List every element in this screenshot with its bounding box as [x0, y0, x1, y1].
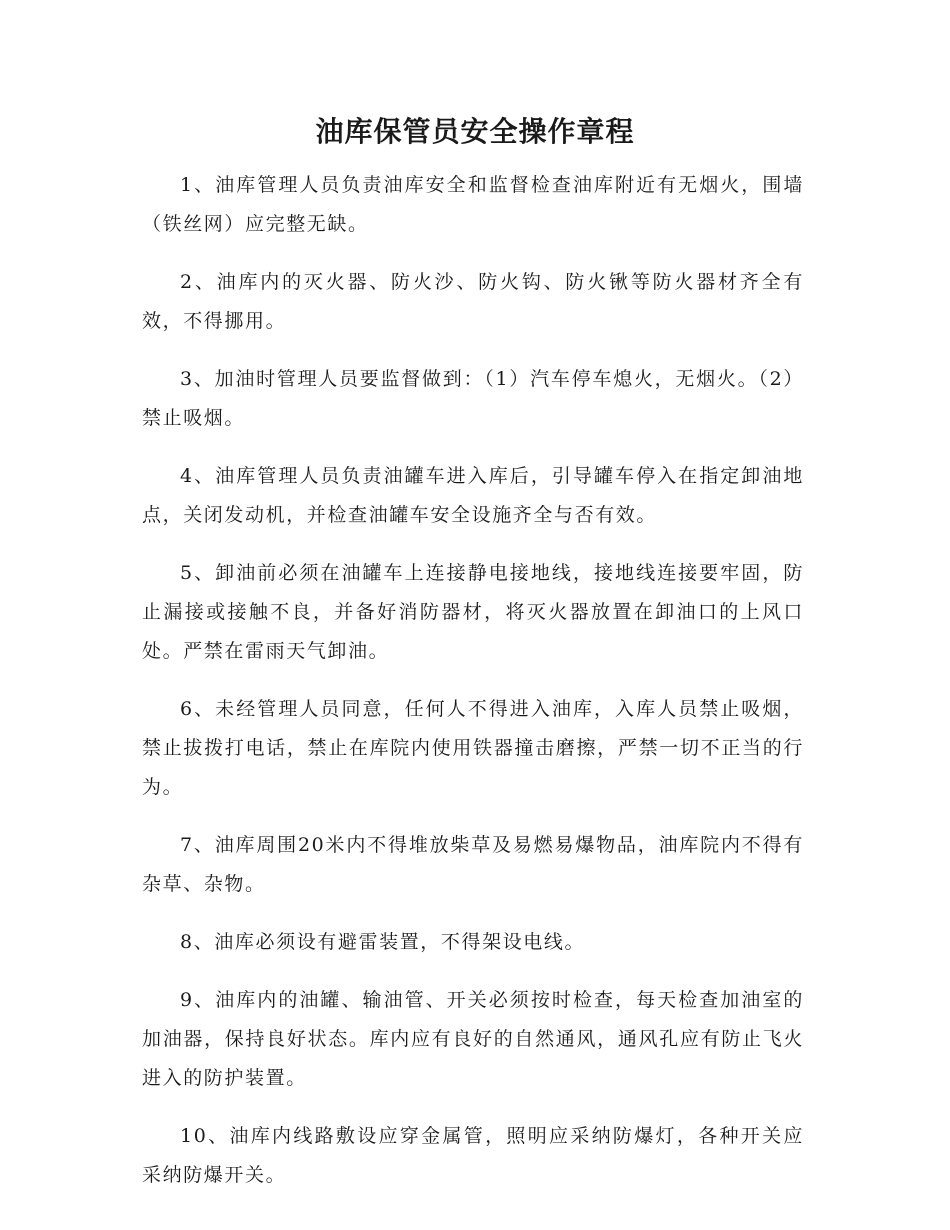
document-title: 油库保管员安全操作章程 — [315, 115, 635, 148]
rule-paragraph-1: 1、油库管理人员负责油库安全和监督检查油库附近有无烟火，围墙（铁丝网）应完整无缺。 — [142, 174, 804, 235]
rule-paragraph-8: 8、油库必须设有避雷装置，不得架设电线。 — [180, 931, 586, 953]
rule-paragraph-6: 6、未经管理人员同意，任何人不得进入油库，入库人员禁止吸烟，禁止拔拨打电话，禁止在库院内使用铁器撞击磨擦，严禁一切不正当的行为。 — [142, 698, 804, 798]
rule-paragraph-10: 10、油库内线路敷设应穿金属管，照明应采纳防爆灯，各种开关应采纳防爆开关。 — [142, 1125, 804, 1186]
document-body — [142, 166, 804, 1214]
rule-paragraph-3: 3、加油时管理人员要监督做到：（1）汽车停车熄火，无烟火。（2）禁止吸烟。 — [142, 368, 804, 429]
rule-paragraph-5: 5、卸油前必须在油罐车上连接静电接地线，接地线连接要牢固，防止漏接或接触不良，并备好消防器材，将灭火器放置在卸油口的上风口处。严禁在雷雨天气卸油。 — [142, 562, 804, 662]
rule-paragraph-2: 2、油库内的灭火器、防火沙、防火钩、防火锹等防火器材齐全有效，不得挪用。 — [142, 271, 804, 332]
rule-paragraph-4: 4、油库管理人员负责油罐车进入库后，引导罐车停入在指定卸油地点，关闭发动机，并检查油罐车安全设施齐全与否有效。 — [142, 465, 804, 526]
rule-paragraph-7: 7、油库周围20米内不得堆放柴草及易燃易爆物品，油库院内不得有杂草、杂物。 — [142, 834, 804, 895]
rule-paragraph-9: 9、油库内的油罐、输油管、开关必须按时检查，每天检查加油室的加油器，保持良好状态。库内应有良好的自然通风，通风孔应有防止飞火进入的防护装置。 — [142, 989, 804, 1089]
